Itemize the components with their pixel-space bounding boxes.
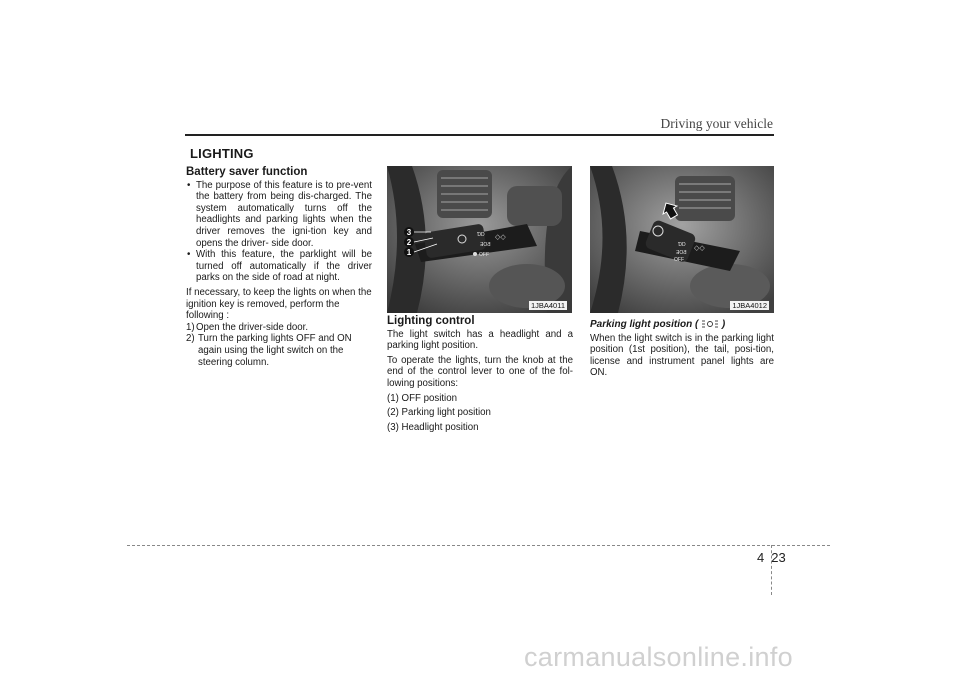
svg-text:◇◇: ◇◇ <box>495 233 506 241</box>
position-item: (2) Parking light position <box>387 407 491 419</box>
figure-parking-light-position <box>590 166 774 313</box>
figure-code: 1JBA4011 <box>530 301 565 310</box>
lighting-control-heading: Lighting control <box>387 315 475 327</box>
step-number: 2) <box>186 333 195 345</box>
bullet-item: • With this feature, the parklight will be turned off automatically if the driver parks on the side of road at night. <box>186 249 372 284</box>
battery-saver-heading: Battery saver function <box>186 166 308 178</box>
svg-text:ƎOƋ: ƎOƋ <box>480 242 491 248</box>
step-item <box>186 333 372 368</box>
running-header: Driving your vehicle <box>660 116 773 131</box>
parking-light-section <box>590 319 774 379</box>
battery-saver-section <box>186 167 372 368</box>
footer-rule <box>127 545 830 546</box>
svg-text:3: 3 <box>406 228 412 237</box>
paragraph: The light switch has a headlight and a parking light position. <box>387 328 573 352</box>
paragraph: When the light switch is in the parking light position (1st position), the tail, posi-tion, license and instrument panel lights are ON. <box>590 332 774 379</box>
position-item: (3) Headlight position <box>387 421 479 433</box>
chapter-number: 4 <box>757 550 765 565</box>
section-title: LIGHTING <box>190 146 254 161</box>
figure-code: 1JBA4012 <box>732 301 767 310</box>
svg-text:OFF: OFF <box>479 252 489 258</box>
watermark: carmanualsonline.info <box>524 642 793 672</box>
page-number-value: 23 <box>771 550 786 565</box>
paragraph: To operate the lights, turn the knob at the end of the control lever to one of the fol-lowing positions: <box>387 354 573 389</box>
step-item <box>186 322 372 334</box>
step-text: Open the driver-side door. <box>196 321 309 333</box>
step-text: Turn the parking lights OFF and ON again using the light switch on the steering column. <box>198 333 352 368</box>
bullet-item: • The purpose of this feature is to pre-vent the battery from being dis-charged. The system automatically turns off the headlights and parking lights when the driver removes the igni-tion key and opens the driver- side door. <box>186 180 372 250</box>
parking-light-icon <box>701 319 719 329</box>
svg-text:ƊD: ƊD <box>477 232 485 238</box>
position-item: (1) OFF position <box>387 392 457 404</box>
lighting-control-section <box>387 316 573 433</box>
svg-text:OFF: OFF <box>674 257 684 263</box>
svg-text:1: 1 <box>406 248 412 257</box>
svg-text:ƊD: ƊD <box>678 242 686 248</box>
parking-light-heading: Parking light position ( ) <box>590 319 726 330</box>
svg-text:ƎOƋ: ƎOƋ <box>676 250 687 256</box>
figure-light-switch-positions <box>387 166 572 313</box>
header-rule <box>185 134 774 136</box>
svg-text:2: 2 <box>406 238 412 247</box>
paragraph: If necessary, to keep the lights on when the ignition key is removed, perform the following : <box>186 286 372 322</box>
svg-text:◇◇: ◇◇ <box>694 244 705 252</box>
page-number <box>757 550 786 565</box>
step-number: 1) <box>186 321 195 333</box>
